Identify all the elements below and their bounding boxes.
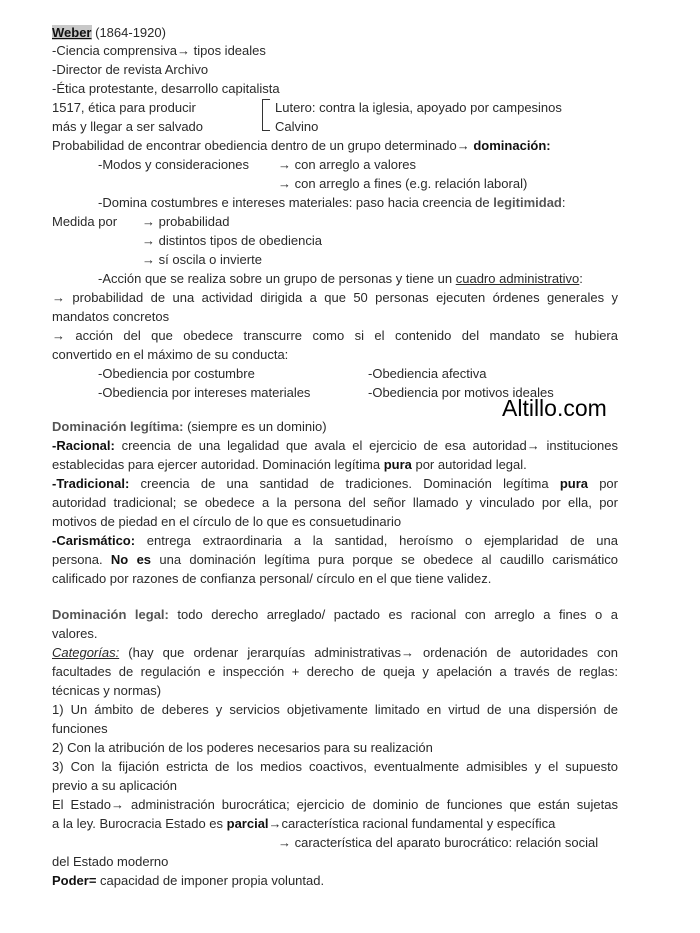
ethic-left-1: 1517, ética para producir — [52, 100, 196, 115]
title-years: (1864-1920) — [95, 25, 166, 40]
rational-pure: pura — [383, 457, 412, 472]
traditional-text-1: creencia de una santidad de tradiciones. Dominación legítima — [129, 476, 560, 491]
legitimate-heading-line — [52, 418, 327, 435]
obey-line-1: → acción del que obedece transcurre como si el contenido del mandato se hubiera — [52, 328, 618, 343]
modes-ends: → con arreglo a fines (e.g. relación laboral) — [278, 176, 528, 191]
legal-text-1: todo derecho arreglado/ pactado es racional con arreglo a fines o a — [168, 607, 618, 622]
rational-line-2 — [52, 456, 527, 473]
title: Weber — [52, 25, 92, 40]
categories-line-3: técnicas y normas) — [52, 683, 162, 698]
traditional-line-1 — [52, 475, 618, 492]
charismatic-text-1: entrega extraordinaria a la santidad, heroísmo o ejemplaridad de una — [135, 533, 618, 548]
categories-text-1: (hay que ordenar jerarquías administrativas→ ordenación de autoridades con — [119, 645, 618, 660]
measure-item-2: → distintos tipos de obediencia — [142, 233, 322, 248]
domination-definition — [52, 137, 551, 154]
power-term: Poder= — [52, 873, 97, 888]
power-text: capacidad de imponer propia voluntad. — [96, 873, 325, 888]
item-1-line-2: funciones — [52, 721, 108, 736]
charismatic-text-2: persona. — [52, 552, 111, 567]
charismatic-term: -Carismático: — [52, 533, 136, 548]
state-line-2 — [52, 815, 555, 832]
watermark-logo: Altillo.com — [502, 395, 607, 421]
obedience-type-4: -Obediencia por motivos ideales — [368, 385, 554, 400]
obey-line-2: convertido en el máximo de su conducta: — [52, 347, 289, 362]
obedience-type-1: -Obediencia por costumbre — [98, 366, 255, 381]
rational-line-1 — [52, 437, 618, 454]
modes-label: -Modos y consideraciones — [98, 157, 250, 172]
traditional-line-2: autoridad tradicional; se obedece a la persona del señor llamado y vinculado por ella, por — [52, 495, 618, 510]
item-3-line-2: previo a su aplicación — [52, 778, 178, 793]
measure-label: Medida por — [52, 214, 118, 229]
state-line-3: → característica del aparato burocrático: relación social — [278, 835, 599, 850]
item-1-line-1: 1) Un ámbito de deberes y servicios objetivamente limitado en virtud de una dispersión de — [52, 702, 618, 717]
legal-line-2: valores. — [52, 626, 98, 641]
obedience-type-3: -Obediencia por intereses materiales — [98, 385, 311, 400]
categories-line-1 — [52, 644, 618, 661]
categories-line-2: facultades de regulación e inspección + derecho de queja y apelación a través de reglas: — [52, 664, 618, 679]
traditional-line-3: motivos de piedad en el círculo de lo que es consuetudinario — [52, 514, 402, 529]
ethic-left-2: más y llegar a ser salvado — [52, 119, 204, 134]
state-line-4: del Estado moderno — [52, 854, 169, 869]
state-text-2: a la ley. Burocracia Estado es — [52, 816, 227, 831]
item-3-line-1: 3) Con la fijación estricta de los medios coactivos, eventualmente admisibles y el supuesto — [52, 759, 618, 774]
legitimacy-text: -Domina costumbres e intereses materiales: paso hacia creencia de — [98, 195, 494, 210]
power-line — [52, 872, 324, 889]
measure-item-1: → probabilidad — [142, 214, 230, 229]
intro-line-2: -Director de revista Archivo — [52, 62, 209, 77]
item-2: 2) Con la atribución de los poderes necesarios para su realización — [52, 740, 433, 755]
state-partial: parcial — [226, 816, 269, 831]
rational-text-3: por autoridad legal. — [411, 457, 527, 472]
charismatic-text-3: una dominación legítima pura porque se obedece al caudillo carismático — [151, 552, 619, 567]
legal-heading: Dominación legal: — [52, 607, 169, 622]
action-term: cuadro administrativo — [455, 271, 580, 286]
legitimate-heading: Dominación legítima: — [52, 419, 184, 434]
legitimacy-term: legitimidad — [493, 195, 562, 210]
ethic-right-2: Calvino — [275, 119, 319, 134]
action-text: -Acción que se realiza sobre un grupo de personas y tiene un — [98, 271, 456, 286]
probability-line-2: mandatos concretos — [52, 309, 170, 324]
definition-term: dominación: — [473, 138, 551, 153]
intro-line-3: -Ética protestante, desarrollo capitalista — [52, 81, 280, 96]
rational-text-1: creencia de una legalidad que avala el ejercicio de esa autoridad→ instituciones — [114, 438, 618, 453]
traditional-text-2: por — [587, 476, 618, 491]
brace-bracket — [262, 99, 271, 131]
charismatic-not: No es — [110, 552, 152, 567]
state-line-1: El Estado→ administración burocrática; ejercicio de dominio de funciones que están sujetas — [52, 797, 618, 812]
legitimacy-colon: : — [561, 195, 566, 210]
action-line — [98, 270, 583, 287]
ethic-right-1: Lutero: contra la iglesia, apoyado por campesinos — [275, 100, 562, 115]
traditional-term: -Tradicional: — [52, 476, 130, 491]
action-colon: : — [579, 271, 583, 286]
legitimacy-line — [98, 194, 566, 211]
title-line — [52, 24, 166, 41]
obedience-type-2: -Obediencia afectiva — [368, 366, 487, 381]
measure-item-3: → sí oscila o invierte — [142, 252, 262, 267]
probability-line-1: → probabilidad de una actividad dirigida a que 50 personas ejecuten órdenes generales y — [52, 290, 618, 305]
state-text-3: →característica racional fundamental y específica — [268, 816, 556, 831]
legitimate-note: (siempre es un dominio) — [183, 419, 327, 434]
legal-line-1 — [52, 606, 618, 623]
charismatic-line-1 — [52, 532, 618, 549]
rational-text-2: establecidas para ejercer autoridad. Dominación legítima — [52, 457, 384, 472]
traditional-pure: pura — [559, 476, 588, 491]
categories-term: Categorías: — [52, 645, 120, 660]
charismatic-line-2 — [52, 551, 618, 568]
rational-term: -Racional: — [52, 438, 115, 453]
definition-text: Probabilidad de encontrar obediencia dentro de un grupo determinado→ — [52, 138, 474, 153]
modes-values: → con arreglo a valores — [278, 157, 417, 172]
intro-line-1: -Ciencia comprensiva→ tipos ideales — [52, 43, 266, 58]
charismatic-line-3: calificado por razones de confianza personal/ círculo en el que tiene validez. — [52, 571, 492, 586]
